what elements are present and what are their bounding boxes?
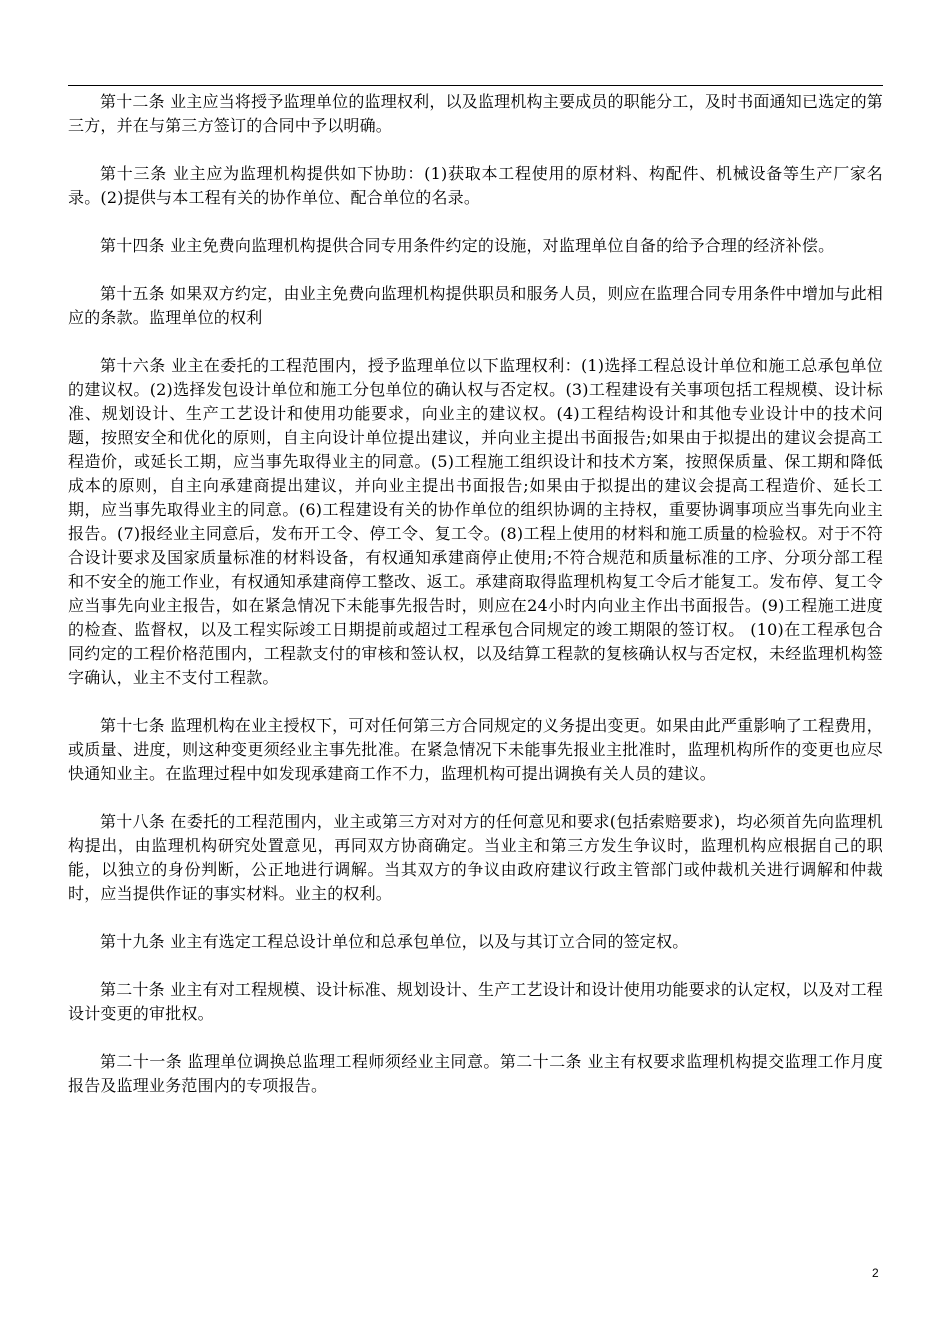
document-body <box>68 90 883 1122</box>
article-12-paragraph: 第十二条 业主应当将授予监理单位的监理权利，以及监理机构主要成员的职能分工，及时书面通知已选定的第三方，并在与第三方签订的合同中予以明确。 <box>68 92 883 135</box>
header-rule <box>68 85 883 86</box>
article-20-paragraph: 第二十条 业主有对工程规模、设计标准、规划设计、生产工艺设计和设计使用功能要求的认定权，以及对工程设计变更的审批权。 <box>68 980 883 1023</box>
article-14-paragraph: 第十四条 业主免费向监理机构提供合同专用条件约定的设施，对监理单位自备的给予合理的经济补偿。 <box>100 236 835 255</box>
article-17-paragraph: 第十七条 监理机构在业主授权下，可对任何第三方合同规定的义务提出变更。如果由此严重影响了工程费用，或质量、进度，则这种变更须经业主事先批准。在紧急情况下未能事先报业主批准时，监理机构所作的变更也应尽快通知业主。在监理过程中如发现承建商工作不力，监理机构可提出调换有关人员的建议。 <box>68 716 883 783</box>
page-number: 2 <box>872 1266 879 1280</box>
article-15-paragraph: 第十五条 如果双方约定，由业主免费向监理机构提供职员和服务人员，则应在监理合同专用条件中增加与此相应的条款。监理单位的权利 <box>68 284 883 327</box>
article-16-paragraph: 第十六条 业主在委托的工程范围内，授予监理单位以下监理权利：(1)选择工程总设计单位和施工总承包单位的建议权。(2)选择发包设计单位和施工分包单位的确认权与否定权。(3)工程建设有关事项包括工程规模、设计标准、规划设计、生产工艺设计和使用功能要求，向业主的建议权。(4)工程结构设计和其他专业设计中的技术问题，按照安全和优化的原则，自主向设计单位提出建议，并向业主提出书面报告;如果由于拟提出的建议会提高工程造价，或延长工期，应当事先取得业主的同意。(5)工程施工组织设计和技术方案，按照保质量、保工期和降低成本的原则，自主向承建商提出建议，并向业主提出书面报告;如果由于拟提出的建议会提高工程造价、延长工期，应当事先取得业主的同意。(6)工程建设有关的协作单位的组织协调的主持权，重要协调事项应当事先向业主报告。(7)报经业主同意后，发布开工令、停工令、复工令。(8)工程上使用的材料和施工质量的检验权。对于不符合设计要求及国家质量标准的材料设备，有权通知承建商停止使用;不符合规范和质量标准的工序、分项分部工程和不安全的施工作业，有权通知承建商停工整改、返工。承建商取得监理机构复工令后才能复工。发布停、复工令应当事先向业主报告，如在紧急情况下未能事先报告时，则应在24小时内向业主作出书面报告。(9)工程施工进度的检查、监督权，以及工程实际竣工日期提前或超过工程承包合同规定的竣工期限的签订权。 (10)在工程承包合同约定的工程价格范围内，工程款支付的审核和签认权，以及结算工程款的复核确认权与否定权，未经监理机构签字确认，业主不支付工程款。 <box>68 356 883 687</box>
article-19-paragraph: 第十九条 业主有选定工程总设计单位和总承包单位，以及与其订立合同的签定权。 <box>100 932 689 951</box>
article-18-paragraph: 第十八条 在委托的工程范围内，业主或第三方对对方的任何意见和要求(包括索赔要求)，均必须首先向监理机构提出，由监理机构研究处置意见，再同双方协商确定。当业主和第三方发生争议时，监理机构应根据自己的职能，以独立的身份判断，公正地进行调解。当其双方的争议由政府建议行政主管部门或仲裁机关进行调解和仲裁时，应当提供作证的事实材料。业主的权利。 <box>68 812 883 903</box>
article-21-22-paragraph: 第二十一条 监理单位调换总监理工程师须经业主同意。第二十二条 业主有权要求监理机构提交监理工作月度报告及监理业务范围内的专项报告。 <box>68 1052 883 1095</box>
article-13-paragraph: 第十三条 业主应为监理机构提供如下协助：(1)获取本工程使用的原材料、构配件、机械设备等生产厂家名录。(2)提供与本工程有关的协作单位、配合单位的名录。 <box>68 164 883 207</box>
